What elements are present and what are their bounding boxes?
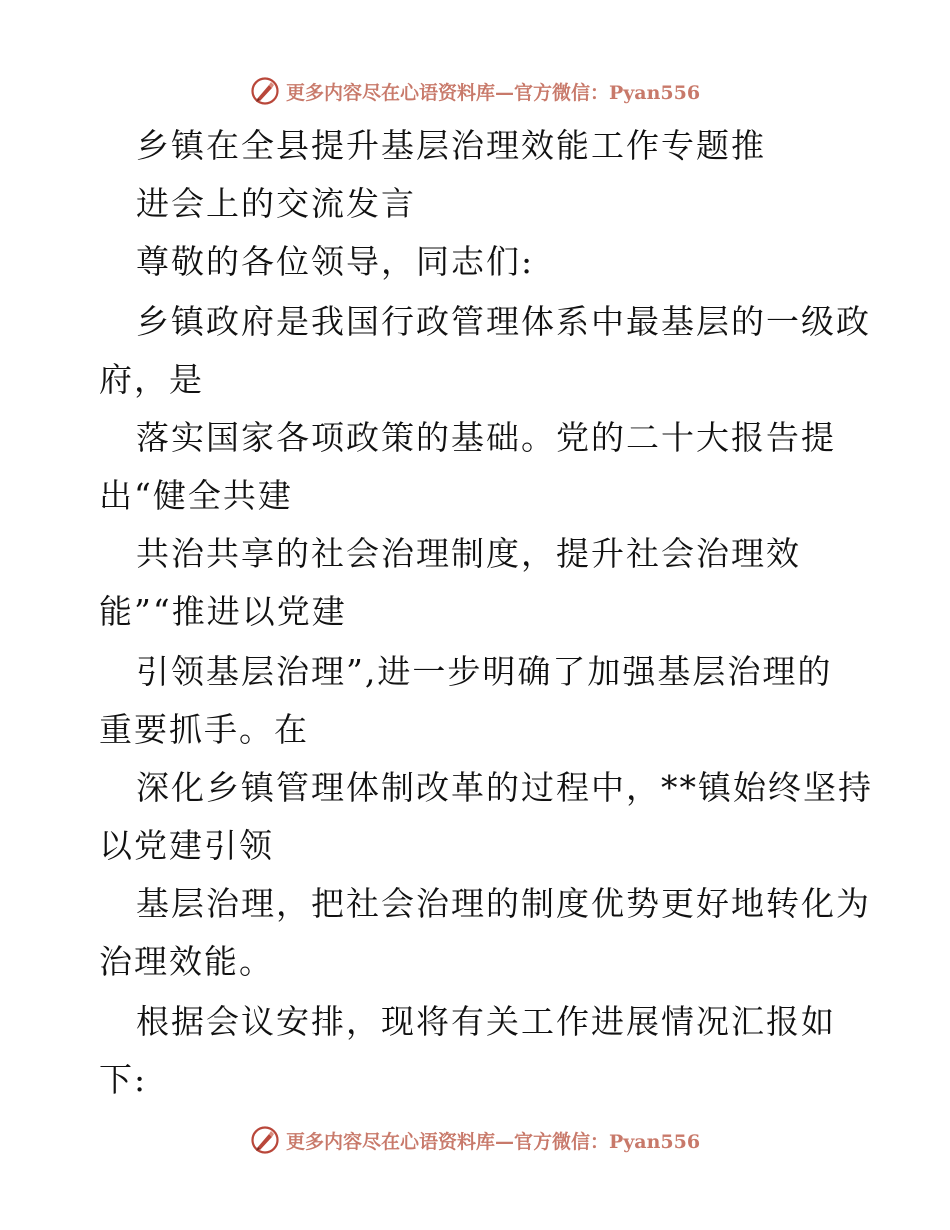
- paragraph-line: 下:: [99, 1060, 148, 1099]
- paragraph-line: 落实国家各项政策的基础。党的二十大报告提: [136, 418, 836, 457]
- paragraph-line: 引领基层治理”,进一步明确了加强基层治理的: [136, 652, 833, 691]
- paragraph-line: 共治共享的社会治理制度，提升社会治理效: [136, 534, 801, 573]
- paragraph-line: 根据会议安排，现将有关工作进展情况汇报如: [136, 1002, 836, 1041]
- paragraph-line: 治理效能。: [99, 942, 274, 981]
- title-line-2: 进会上的交流发言: [136, 184, 416, 223]
- paragraph-line: 重要抓手。在: [99, 710, 309, 749]
- banner-text: 更多内容尽在心语资料库—官方微信：Pyan556: [285, 1130, 701, 1153]
- paragraph-line: 以党建引领: [99, 826, 274, 865]
- title-line-1: 乡镇在全县提升基层治理效能工作专题推: [136, 126, 766, 165]
- salutation: 尊敬的各位领导，同志们:: [136, 242, 535, 281]
- paragraph-line: 基层治理，把社会治理的制度优势更好地转化为: [136, 884, 871, 923]
- paragraph-line: 深化乡镇管理体制改革的过程中，**镇始终坚持: [136, 768, 873, 807]
- pen-logo-icon: [250, 1125, 280, 1155]
- paragraph-line: 能”“推进以党建: [99, 592, 347, 631]
- header-banner: [0, 71, 950, 111]
- paragraph-line: 出“健全共建: [99, 476, 293, 515]
- footer-banner: [0, 1120, 950, 1160]
- paragraph-line: 乡镇政府是我国行政管理体系中最基层的一级政: [136, 302, 871, 341]
- banner-text: 更多内容尽在心语资料库—官方微信：Pyan556: [285, 81, 701, 104]
- pen-logo-icon: [250, 76, 280, 106]
- paragraph-line: 府，是: [99, 360, 204, 399]
